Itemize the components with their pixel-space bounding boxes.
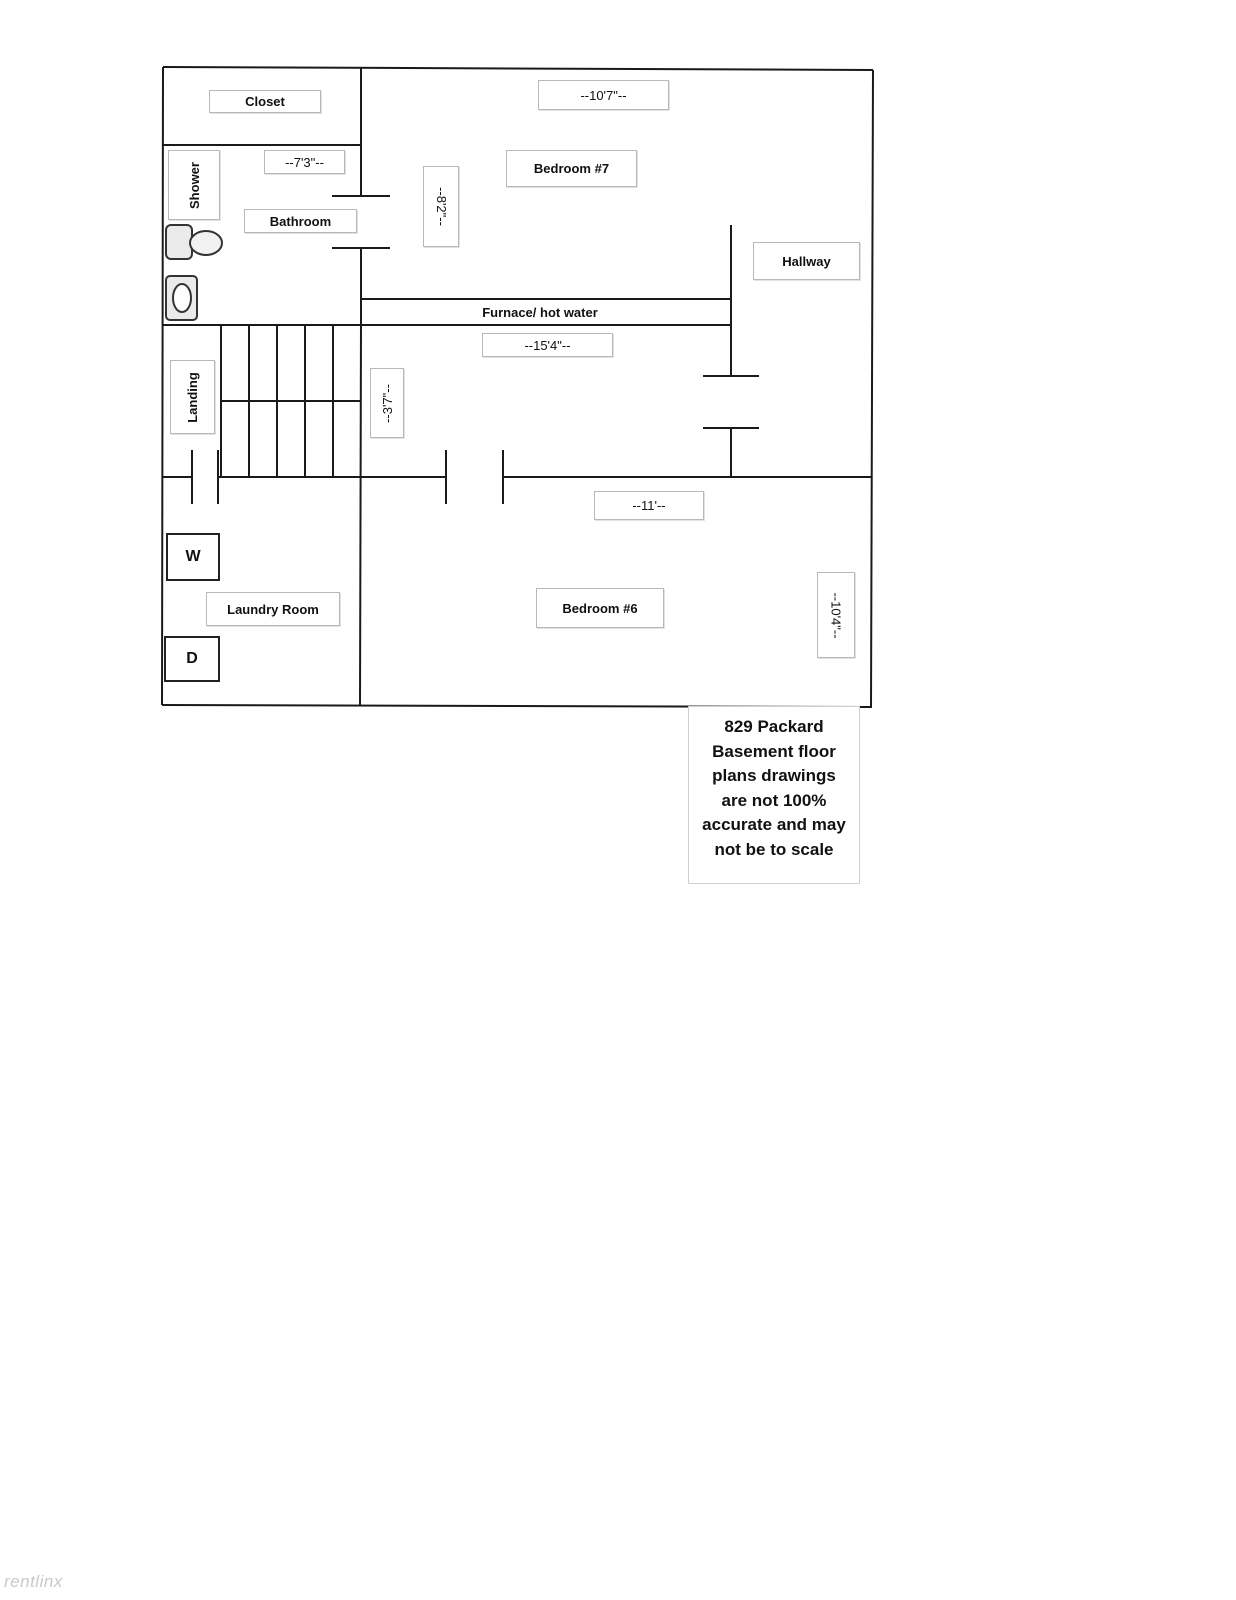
shower-label-text: Shower [186,161,202,209]
dimension-bedroom6-depth-text: --10'4"-- [828,591,844,639]
dimension-bedroom7-depth [423,166,459,247]
dimension-bathroom-width: --7'3"-- [264,150,345,174]
landing-label-text: Landing [185,371,201,423]
shower-label [168,150,220,220]
rentlinx-watermark: rentlinx [4,1572,63,1591]
dimension-bedroom7-depth-text: --8'2"-- [433,187,449,226]
washer-icon: W [166,533,220,581]
outer-wall-left [162,67,163,705]
bedroom7-label: Bedroom #7 [506,150,637,187]
furnace-label: Furnace/ hot water [482,304,598,320]
bathroom-label: Bathroom [244,209,357,233]
dimension-hall-width-text: --3'7"-- [379,383,395,423]
dimension-bedroom6-width: --11'-- [594,491,704,520]
dimension-bedroom6-depth [817,572,855,658]
laundry-label: Laundry Room [206,592,340,626]
dryer-icon: D [164,636,220,682]
dimension-hall-width [370,368,404,438]
closet-label: Closet [209,90,321,113]
dimension-bedroom7-width: --10'7"-- [538,80,669,110]
landing-label [170,360,215,434]
hallway-label: Hallway [753,242,860,280]
outer-wall-top [163,67,873,70]
toilet-bowl-icon [190,231,222,255]
bedroom6-label: Bedroom #6 [536,588,664,628]
disclaimer-note: 829 Packard Basement floor plans drawings are not 100% accurate and may not be to scale [688,706,860,884]
stair-wall [360,325,361,706]
outer-wall-right [871,70,873,708]
sink-basin-icon [173,284,191,312]
dimension-hall-length: --15'4"-- [482,333,613,357]
toilet-tank-icon [166,225,192,259]
